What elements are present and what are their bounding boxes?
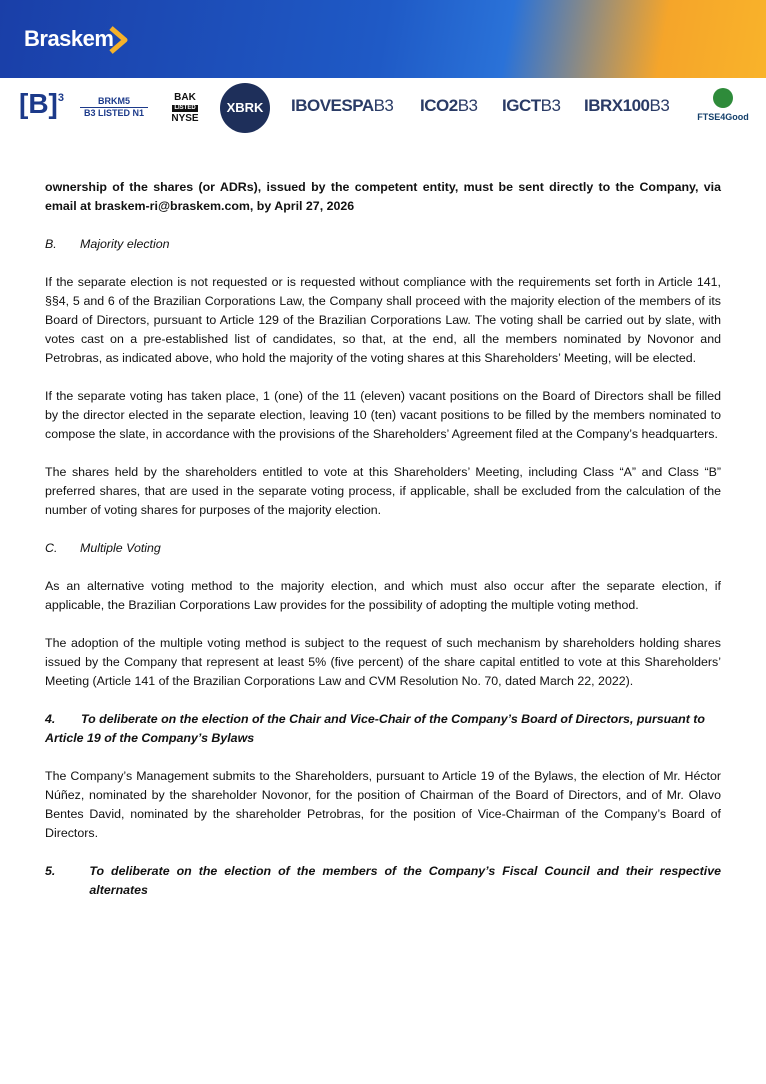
paragraph-b2: If the separate voting has taken place, 1 (one) of the 11 (eleven) vacant positions on the Board of Directors shall be filled by the director elected in the separate election, leaving 10 (ten) vacant positions to be filled by the members nominated to compose the slate, in accordance with the provisions of the Shareholders’ Agreement filed at the Company’s headquarters.	[45, 389, 721, 441]
igct-logo: IGCTB3	[502, 96, 561, 115]
ftse4good-logo: FTSE4Good	[695, 88, 751, 122]
braskem-logo: Braskem	[24, 26, 114, 51]
document-body	[45, 178, 721, 900]
paragraph-c2: The adoption of the multiple voting method is subject to the request of such mechanism by shareholders holding shares issued by the Company that represent at least 5% (five percent) of the share capital entitled to vote at this Shareholders’ Meeting (Article 141 of the Brazilian Corporations Law and CVM Resolution No. 70, dated March 22, 2022).	[45, 636, 721, 688]
header-banner	[0, 0, 766, 78]
xbrk-logo: XBRK	[220, 83, 270, 133]
globe-icon	[713, 88, 733, 108]
b3-logo: $[B]^3$	[19, 88, 64, 119]
paragraph-b3: The shares held by the shareholders entitled to vote at this Shareholders’ Meeting, including Class “A” and Class “B” preferred shares, that are used in the separate voting process, if applicable, shall be excluded from the calculation of the number of voting shares for purposes of the majority election.	[45, 465, 721, 517]
paragraph-c1: As an alternative voting method to the majority election, and which must also occur after the separate election, if applicable, the Brazilian Corporations Law provides for the possibility of adopting the multiple voting method.	[45, 579, 721, 612]
paragraph-b1: If the separate election is not requested or is requested without compliance with the requirements set forth in Article 141, §§4, 5 and 6 of the Brazilian Corporations Law, the Company shall proceed with the majority election of the members of its Board of Directors, pursuant to Article 129 of the Brazilian Corporations Law. The voting shall be carried out by slate, with votes cast on a pre-established list of candidates, so that, at the end, all the members nominated by Novonor and Petrobras, as indicated above, who hold the majority of the voting shares at this Shareholders’ Meeting, will be elected.	[45, 275, 721, 365]
braskem-mark-icon	[108, 26, 128, 54]
item-5-heading: 5. To deliberate on the election of the members of the Company’s Fiscal Council and their respective alternates	[45, 864, 721, 897]
paragraph-intro: ownership of the shares (or ADRs), issued by the competent entity, must be sent directly to the Company, via email at braskem-ri@braskem.com, by April 27, 2026	[45, 180, 721, 213]
section-c-heading: C. Multiple Voting	[45, 541, 161, 555]
ibrx100-logo: IBRX100B3	[584, 96, 670, 115]
brkm5-logo: BRKM5 B3 LISTED N1	[80, 96, 148, 119]
ibovespa-logo: IBOVESPAB3	[291, 96, 394, 115]
section-b-heading: B. Majority election	[45, 237, 170, 251]
ico2-logo: ICO2B3	[420, 96, 478, 115]
item-4-heading: 4. To deliberate on the election of the Chair and Vice-Chair of the Company’s Board of Directors, pursuant to Article 19 of the Company’s Bylaws	[45, 712, 705, 745]
listing-logos-bar	[0, 80, 766, 136]
nyse-bak-logo: BAK LISTED NYSE	[171, 92, 199, 124]
paragraph-4: The Company’s Management submits to the Shareholders, pursuant to Article 19 of the Bylaws, the election of Mr. Héctor Núñez, nominated by the shareholder Novonor, for the position of Chairman of the Board of Directors, and of Mr. Olavo Bentes David, nominated by the shareholder Petrobras, for the position of Vice-Chairman of the Company’s Board of Directors.	[45, 769, 721, 840]
